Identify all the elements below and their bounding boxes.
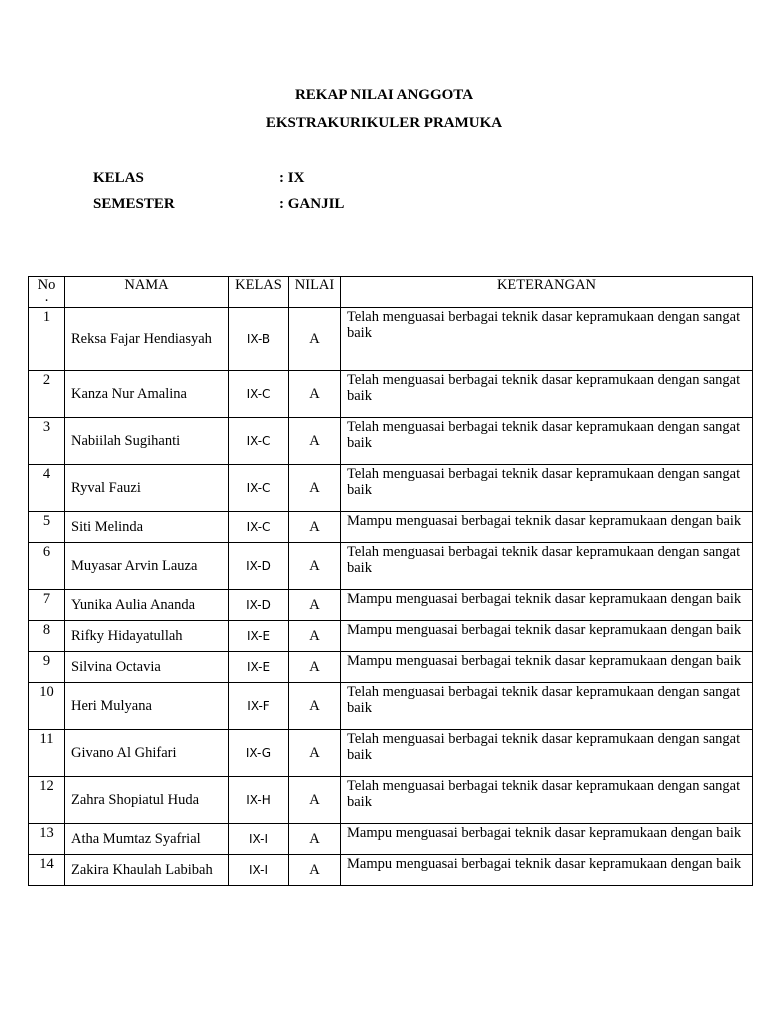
student-name: Reksa Fajar Hendiasyah bbox=[65, 308, 229, 371]
grade-remark: Mampu menguasai berbagai teknik dasar kepramukaan dengan baik bbox=[341, 855, 753, 886]
table-row bbox=[29, 683, 753, 730]
row-number: 6 bbox=[29, 543, 65, 590]
student-class: IX-I bbox=[229, 824, 289, 855]
student-class: IX-C bbox=[229, 371, 289, 418]
grade-remark: Telah menguasai berbagai teknik dasar kepramukaan dengan sangat baik bbox=[341, 777, 753, 824]
student-grade: A bbox=[289, 465, 341, 512]
student-name: Muyasar Arvin Lauza bbox=[65, 543, 229, 590]
grade-remark: Telah menguasai berbagai teknik dasar kepramukaan dengan sangat baik bbox=[341, 371, 753, 418]
student-name: Zakira Khaulah Labibah bbox=[65, 855, 229, 886]
table-row bbox=[29, 652, 753, 683]
row-number: 12 bbox=[29, 777, 65, 824]
student-grade: A bbox=[289, 621, 341, 652]
row-number: 2 bbox=[29, 371, 65, 418]
student-class: IX-B bbox=[229, 308, 289, 371]
student-class: IX-C bbox=[229, 465, 289, 512]
row-number: 14 bbox=[29, 855, 65, 886]
table-row bbox=[29, 824, 753, 855]
student-grade: A bbox=[289, 730, 341, 777]
row-number: 10 bbox=[29, 683, 65, 730]
column-header-no-dot: . bbox=[44, 289, 49, 305]
row-number: 13 bbox=[29, 824, 65, 855]
student-class: IX-E bbox=[229, 652, 289, 683]
row-number: 7 bbox=[29, 590, 65, 621]
student-class: IX-D bbox=[229, 590, 289, 621]
table-row bbox=[29, 418, 753, 465]
grade-remark: Mampu menguasai berbagai teknik dasar kepramukaan dengan baik bbox=[341, 824, 753, 855]
student-class: IX-F bbox=[229, 683, 289, 730]
table-row bbox=[29, 512, 753, 543]
grade-remark: Telah menguasai berbagai teknik dasar kepramukaan dengan sangat baik bbox=[341, 730, 753, 777]
student-name: Kanza Nur Amalina bbox=[65, 371, 229, 418]
row-number: 9 bbox=[29, 652, 65, 683]
table-row bbox=[29, 730, 753, 777]
column-header-nilai: NILAI bbox=[289, 277, 341, 308]
document-subtitle: EKSTRAKURIKULER PRAMUKA bbox=[265, 115, 503, 131]
table-row bbox=[29, 621, 753, 652]
grade-remark: Telah menguasai berbagai teknik dasar kepramukaan dengan sangat baik bbox=[341, 465, 753, 512]
table-body bbox=[29, 308, 753, 886]
student-class: IX-I bbox=[229, 855, 289, 886]
row-number: 1 bbox=[29, 308, 65, 371]
student-grade: A bbox=[289, 652, 341, 683]
kelas-label: KELAS bbox=[93, 170, 144, 186]
row-number: 5 bbox=[29, 512, 65, 543]
table-row bbox=[29, 777, 753, 824]
student-grade: A bbox=[289, 824, 341, 855]
row-number: 11 bbox=[29, 730, 65, 777]
student-grade: A bbox=[289, 371, 341, 418]
student-name: Silvina Octavia bbox=[65, 652, 229, 683]
student-grade: A bbox=[289, 512, 341, 543]
grade-remark: Mampu menguasai berbagai teknik dasar kepramukaan dengan baik bbox=[341, 621, 753, 652]
table-row bbox=[29, 371, 753, 418]
column-header-nama: NAMA bbox=[65, 277, 229, 308]
document-title: REKAP NILAI ANGGOTA bbox=[294, 87, 474, 103]
student-grade: A bbox=[289, 855, 341, 886]
student-name: Givano Al Ghifari bbox=[65, 730, 229, 777]
student-name: Zahra Shopiatul Huda bbox=[65, 777, 229, 824]
grade-remark: Telah menguasai berbagai teknik dasar kepramukaan dengan sangat baik bbox=[341, 543, 753, 590]
student-name: Siti Melinda bbox=[65, 512, 229, 543]
student-grade: A bbox=[289, 308, 341, 371]
student-grade: A bbox=[289, 590, 341, 621]
semester-label: SEMESTER bbox=[93, 196, 175, 212]
table-row bbox=[29, 543, 753, 590]
grades-table bbox=[28, 276, 753, 886]
student-grade: A bbox=[289, 683, 341, 730]
student-name: Yunika Aulia Ananda bbox=[65, 590, 229, 621]
grade-remark: Telah menguasai berbagai teknik dasar kepramukaan dengan sangat baik bbox=[341, 683, 753, 730]
table-row bbox=[29, 308, 753, 371]
kelas-value: : IX bbox=[279, 170, 305, 186]
grade-remark: Telah menguasai berbagai teknik dasar kepramukaan dengan sangat baik bbox=[341, 418, 753, 465]
student-class: IX-E bbox=[229, 621, 289, 652]
student-name: Rifky Hidayatullah bbox=[65, 621, 229, 652]
row-number: 4 bbox=[29, 465, 65, 512]
column-header-no-text: No bbox=[37, 277, 56, 293]
student-name: Heri Mulyana bbox=[65, 683, 229, 730]
student-class: IX-G bbox=[229, 730, 289, 777]
semester-value: : GANJIL bbox=[279, 196, 345, 212]
column-header-no bbox=[29, 277, 65, 308]
column-header-keterangan: KETERANGAN bbox=[341, 277, 753, 308]
student-class: IX-C bbox=[229, 512, 289, 543]
column-header-kelas: KELAS bbox=[229, 277, 289, 308]
grade-remark: Telah menguasai berbagai teknik dasar kepramukaan dengan sangat baik bbox=[341, 308, 753, 371]
table-row bbox=[29, 465, 753, 512]
student-grade: A bbox=[289, 418, 341, 465]
row-number: 3 bbox=[29, 418, 65, 465]
row-number: 8 bbox=[29, 621, 65, 652]
student-class: IX-C bbox=[229, 418, 289, 465]
student-class: IX-H bbox=[229, 777, 289, 824]
grade-remark: Mampu menguasai berbagai teknik dasar kepramukaan dengan baik bbox=[341, 652, 753, 683]
student-grade: A bbox=[289, 777, 341, 824]
grade-remark: Mampu menguasai berbagai teknik dasar kepramukaan dengan baik bbox=[341, 512, 753, 543]
student-name: Ryval Fauzi bbox=[65, 465, 229, 512]
table-row bbox=[29, 590, 753, 621]
student-class: IX-D bbox=[229, 543, 289, 590]
table-row bbox=[29, 855, 753, 886]
student-name: Nabiilah Sugihanti bbox=[65, 418, 229, 465]
student-name: Atha Mumtaz Syafrial bbox=[65, 824, 229, 855]
table-header-row bbox=[29, 277, 753, 308]
student-grade: A bbox=[289, 543, 341, 590]
grade-remark: Mampu menguasai berbagai teknik dasar kepramukaan dengan baik bbox=[341, 590, 753, 621]
